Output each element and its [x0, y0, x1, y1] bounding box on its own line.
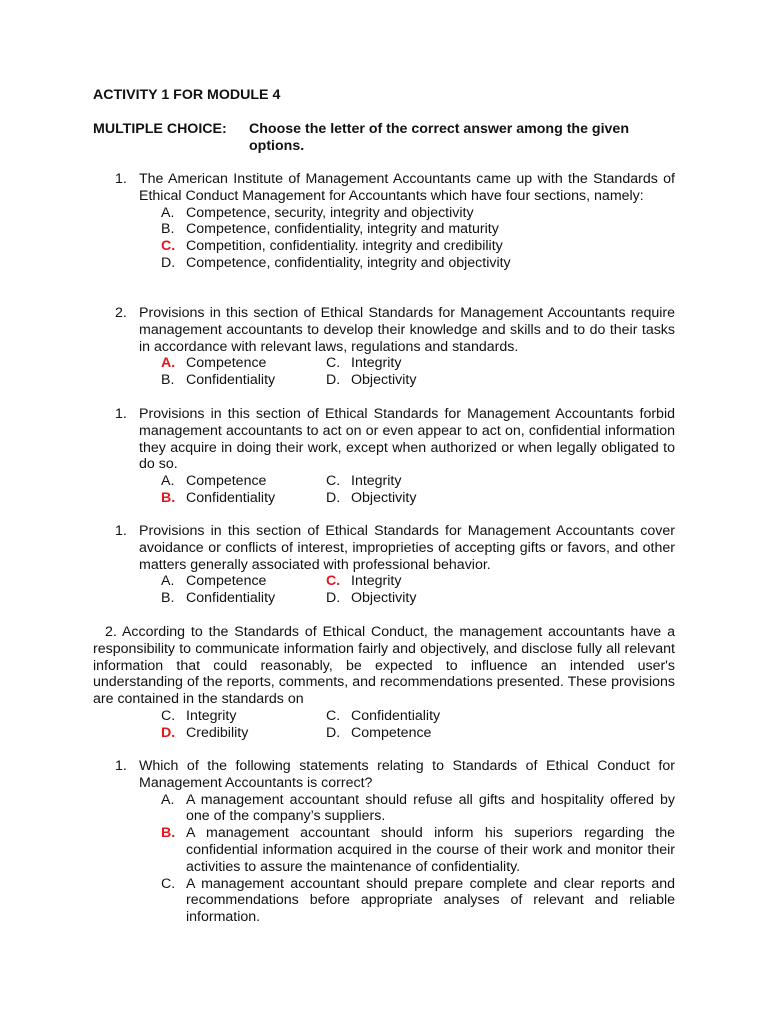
option-letter: C.	[161, 875, 176, 892]
question-stem: Provisions in this section of Ethical Standards for Management Accountants forbid management accountants to act on or even appear to act on, confidential information they acquire in doing their work, except when authorized or when legally obligated to do so.	[139, 406, 675, 473]
option-letter: B.	[161, 372, 175, 389]
option-correct	[161, 825, 675, 875]
question-number: 2.	[115, 305, 127, 321]
option-text: Competence, confidentiality, integrity and maturity	[186, 221, 499, 238]
option-text: Objectivity	[351, 590, 417, 607]
option-correct	[161, 238, 675, 255]
answer-letter: D.	[161, 724, 176, 741]
question-stem: Provisions in this section of Ethical Standards for Management Accountants require management accountants to develop their knowledge and skills and to do their tasks in accordance with relevant laws, regulations and standards.	[139, 305, 675, 355]
option-correct	[161, 355, 675, 372]
question-stem: Provisions in this section of Ethical Standards for Management Accountants cover avoidance or conflicts of interest, improprieties of accepting gifts or favors, and other matters generally associated with professional behavior.	[139, 523, 675, 573]
question-5-options	[115, 708, 675, 742]
option-letter: B.	[161, 590, 175, 607]
option-text: Objectivity	[351, 489, 417, 506]
option	[161, 792, 675, 826]
question-number: 1.	[115, 523, 127, 539]
question-stem: The American Institute of Management Accountants came up with the Standards of Ethical Conduct Management for Accountants which have four sections, namely:	[139, 171, 675, 204]
option-text: Competence	[186, 573, 267, 590]
question-3	[115, 406, 675, 507]
option-text: Competence	[351, 724, 432, 741]
option-letter: D.	[326, 590, 341, 607]
question-stem: According to the Standards of Ethical Conduct, the management accountants have a responsibility to communicate information fairly and objectively, and disclose fully all relevant information that could reasonably, be expected to influence an intended user's understanding of the reports, comments, and recommendations presented. These provisions are contained in the standards on	[93, 624, 675, 708]
question-2	[115, 305, 675, 389]
option-letter: B.	[161, 221, 175, 238]
question-1	[115, 171, 675, 272]
option-text: Confidentiality	[186, 372, 276, 389]
option-text: Integrity	[351, 573, 402, 590]
question-6	[115, 758, 675, 926]
option-text: A management accountant should inform his superiors regarding the confidential information acquired in the course of their work and monitor their activities to assure the maintenance of confidentiality.	[186, 825, 675, 875]
option-letter: C.	[326, 708, 341, 724]
option-letter: C.	[326, 355, 341, 372]
question-stem: Which of the following statements relating to Standards of Ethical Conduct for Management Accountants is correct?	[139, 758, 675, 791]
option-text: Credibility	[186, 724, 249, 741]
option-text: Objectivity	[351, 372, 417, 389]
option-letter: A.	[161, 204, 175, 221]
option-text: Competence, confidentiality, integrity and objectivity	[186, 254, 511, 271]
question-number: 1.	[115, 406, 127, 422]
question-4	[115, 523, 675, 607]
option	[161, 573, 675, 590]
option-text: Competition, confidentiality. integrity and credibility	[186, 238, 503, 255]
option-text: Integrity	[351, 355, 402, 372]
question-number: 1.	[115, 171, 127, 187]
option-letter: D.	[326, 489, 341, 506]
option-text: Integrity	[351, 473, 402, 490]
answer-letter: C.	[326, 573, 341, 590]
option	[161, 590, 675, 607]
option	[161, 876, 675, 926]
option-text: A management accountant should prepare complete and clear reports and recommendations before appropriate analyses of relevant and reliable information.	[186, 875, 675, 926]
option-letter: A.	[161, 473, 175, 490]
answer-letter: B.	[161, 825, 176, 842]
option-text: A management accountant should refuse all gifts and hospitality offered by one of the company’s suppliers.	[186, 791, 675, 825]
option-text: Integrity	[186, 708, 237, 724]
question-number: 2.	[105, 624, 117, 640]
option-text: Confidentiality	[186, 489, 276, 506]
question-5	[93, 624, 675, 708]
option	[161, 221, 675, 238]
option-text: Competence	[186, 473, 267, 490]
option-letter: C.	[161, 708, 176, 724]
option	[161, 205, 675, 222]
option-text: Confidentiality	[351, 708, 441, 724]
answer-letter: B.	[161, 489, 176, 506]
option	[161, 255, 675, 272]
question-number: 1.	[115, 758, 127, 774]
answer-letter: C.	[161, 238, 176, 255]
option-letter: D.	[326, 372, 341, 389]
section-label: MULTIPLE CHOICE:	[93, 121, 227, 137]
option-text: Competence	[186, 355, 267, 372]
option-correct	[161, 490, 675, 507]
option-letter: C.	[326, 473, 341, 490]
option-letter: A.	[161, 791, 175, 808]
option-text: Confidentiality	[186, 590, 276, 607]
option-text: Competence, security, integrity and objectivity	[186, 204, 474, 221]
option-letter: D.	[161, 254, 176, 271]
instructions: Choose the letter of the correct answer among the given options.	[249, 121, 629, 154]
option	[161, 473, 675, 490]
option	[161, 372, 675, 389]
option-letter: A.	[161, 573, 175, 590]
answer-letter: A.	[161, 355, 176, 372]
page-title: ACTIVITY 1 FOR MODULE 4	[93, 87, 281, 103]
option-letter: D.	[326, 724, 341, 741]
